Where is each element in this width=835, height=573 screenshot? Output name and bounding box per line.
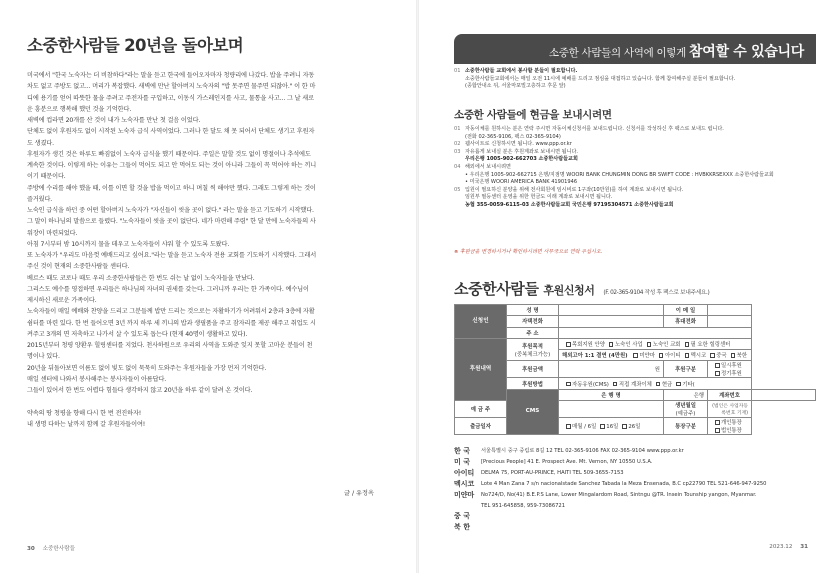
account-type-checkbox[interactable] <box>715 420 720 425</box>
contact-row <box>454 479 816 490</box>
form-title-main: 소중한사람들 <box>454 280 539 298</box>
purpose-checkbox[interactable] <box>566 342 571 347</box>
paragraph-line: 그들이 있어서 한 번도 어렵다 힘들다 생각하지 않고 20년을 하루 같이 달려 온 것이다. <box>27 387 253 394</box>
won-unit: 원 <box>654 367 660 374</box>
purpose-option-label: 노숙인 교회 <box>652 342 681 349</box>
type-label: 통장구분 <box>664 418 708 435</box>
paragraph-line: 차도 없고 주방도 없고... 머리가 복잡했다. 새벽에 만난 할아버지 노숙자의 "밥 못주면 물주면 되잖아." 이 한 마 <box>27 83 316 91</box>
method-checkbox[interactable] <box>566 382 571 387</box>
paragraph-line: 매일 센터에 나와서 봉사해주는 봉사자들이 아름답다. <box>27 375 167 383</box>
item-number: 04 <box>454 163 461 170</box>
paragraph-line: 미국에서 "한국 노숙자는 더 비참하다"라는 말을 듣고 한국에 들어오자마자 청량리에 나갔다. 밥을 주려니 자동 <box>27 72 315 79</box>
paragraph-line: 제시하신 새로운 가족이다. <box>27 297 97 304</box>
paragraph-line: 쉼터를 마련 있다. 한 번 들어오면 3년 까지 하루 세 끼니의 밥과 생필품을 주고 잠자리를 제공 해주고 취업도 시 <box>27 319 316 327</box>
overseas-checkbox[interactable] <box>710 353 715 358</box>
contact-info: Lote 4 Man Zana 7 s/n nacionalstade Sanchez Tabada la Meza Ensenada, B.C cp22790 TEL 521-646-947-9250 <box>481 480 767 487</box>
contact-row <box>454 446 816 457</box>
paragraph-line: 새벽에 컵라면 20개를 산 것이 내가 노숙자를 만난 첫 걸음 이었다. <box>27 117 201 124</box>
contact-row <box>454 490 816 501</box>
paragraph-line: 주방에 수리를 해야 했을 때, 이틀 이면 할 것을 밥을 먹이고 하니 며칠 씩 해야만 했다. 그래도 그렇게 하는 것이 <box>27 184 316 192</box>
item-number: 02 <box>454 141 461 148</box>
overseas-checkbox[interactable] <box>633 353 638 358</box>
paragraph-line: 운 흥분으로 행복해 했던 것을 기억한다. <box>27 105 132 113</box>
mobile-field[interactable] <box>708 316 752 327</box>
contact-country: 멕시코 <box>454 479 475 488</box>
account-field[interactable] <box>752 389 816 400</box>
form-fax-note: (F. 02-365-9104 작성 후 팩스로 보내주세요.) <box>603 290 710 296</box>
overseas-checkbox[interactable] <box>685 353 690 358</box>
account-type-checkbox[interactable] <box>715 428 720 433</box>
article-body <box>27 70 392 430</box>
contact-list <box>454 446 816 533</box>
bank-field[interactable] <box>664 389 708 400</box>
withdraw-option-label: 26일 <box>628 424 641 431</box>
purpose-options <box>559 338 752 349</box>
item-number: 05 <box>454 186 461 193</box>
contact-country: 미얀마 <box>454 490 475 499</box>
birth-field[interactable]: (법인은 사업자등록번호 기재) <box>708 401 752 418</box>
contact-info: DELMA 75, PORT-AU-PRINCE, HAITI TEL 509-3655-7153 <box>481 469 624 476</box>
volunteer-location: (종합안내소 뒤, 서울마포빌고층하고 후문 앞) <box>465 83 566 90</box>
method-label: 후원방법 <box>507 378 559 389</box>
purpose-label <box>507 338 559 361</box>
phone-label: 자택전화 <box>507 316 559 327</box>
footer-date: 2023.12 <box>769 544 793 550</box>
contact-info: TEL 951-645858, 959-73086721 <box>481 502 566 509</box>
banner-prefix: 소중한 사람들의 사역에 이렇게 <box>548 47 686 59</box>
right-page <box>418 0 835 573</box>
purpose-checkbox[interactable] <box>647 342 652 347</box>
kind-checkbox[interactable] <box>715 363 720 368</box>
form-title <box>454 278 709 299</box>
donate-item-text: 입원이 필요하신 분양을 위해 전사회원에 임시비로 1구좌(10만원)를 하여 계좌로 보내시면 됩니다. <box>465 186 684 193</box>
contact-country <box>454 501 481 512</box>
contact-country: 미 국 <box>454 457 470 466</box>
withdraw-checkbox[interactable] <box>622 424 627 429</box>
name-field[interactable] <box>559 305 664 316</box>
purpose-note: (중복체크가능) <box>514 351 551 358</box>
donate-note-wrap <box>454 249 814 257</box>
purpose-option-label: 필 요한 힐링센터 <box>690 342 731 349</box>
method-checkbox[interactable] <box>613 382 618 387</box>
kind-options <box>708 361 752 378</box>
email-label: 이 메 일 <box>664 305 708 316</box>
donate-item <box>454 187 814 202</box>
method-option-label: 현금 <box>661 381 673 388</box>
donate-item-text: 해외에서 보내시려면 <box>465 163 511 170</box>
overseas-checkbox[interactable] <box>731 353 736 358</box>
donate-item <box>454 126 814 141</box>
purpose-checkbox[interactable] <box>609 342 614 347</box>
contact-info <box>481 522 816 533</box>
paragraph-line: 워장이 마련되었다. <box>27 229 78 237</box>
overseas-option-label: 중국 <box>716 353 727 360</box>
left-footer <box>27 544 75 552</box>
paragraph-line: 주신 것이 현재의 소중한사람들 센터다. <box>27 263 130 271</box>
donate-item-text: 웹사이트로 신청하시면 됩니다. www.ppp.or.kr <box>465 141 572 148</box>
paragraph-line: 단체도 없이 후원자도 없이 시작된 노숙자 급식 사역이었다. 그러나 한 달도 채 못 되어서 단체도 생기고 후원자 <box>27 128 315 136</box>
contact-row <box>454 511 816 522</box>
holder-label: 예 금 주 <box>455 401 507 418</box>
type-options <box>708 418 752 435</box>
donate-item <box>454 202 814 210</box>
method-option-label: 기타( <box>682 381 695 388</box>
birth-label-text: 생년월일 <box>675 403 696 410</box>
contact-info: No724/D, No(41) B.E.P.S Lane, Lower Mingalardom Road, Sintngu @TR. Insein Tounship yangon, Myanmar. <box>481 491 757 498</box>
overseas-option-label: 북한 <box>736 353 748 360</box>
paragraph-line: 그 말이 하나님의 말씀으로 들렸다. "노숙자들이 씻을 곳이 없단다. 네가 마련해 주렴" 한 달 만에 노숙자들의 사 <box>27 218 316 226</box>
address-label: 주 소 <box>507 327 559 338</box>
form-section-donation: 후원내역 <box>455 338 507 400</box>
donate-item <box>454 141 814 149</box>
paragraph-line: 즐거웠다. <box>27 195 53 203</box>
paragraph-line: 이기 때문이다. <box>27 173 66 181</box>
donate-item-sub: 우리은행 1005-902-662703 소중한사람들교회 <box>465 156 578 163</box>
purpose-option-label: 목회지원 안양 <box>572 342 605 349</box>
donation-form <box>454 304 816 435</box>
author-signature: 글 / 유정옥 <box>344 490 374 497</box>
paragraph-line: 도 생겼다. <box>27 139 54 147</box>
method-checkbox[interactable] <box>656 382 661 387</box>
amount-label: 후원금액 <box>507 361 559 378</box>
kind-label: 후원구분 <box>664 361 708 378</box>
purpose-option-label: 노숙인 사업 <box>614 342 643 349</box>
withdraw-option-label: 16일 <box>606 424 619 431</box>
participation-banner <box>454 34 816 64</box>
withdraw-checkbox[interactable] <box>566 424 571 429</box>
paragraph-line: 아침 7시부터 밤 10시까지 물을 데우고 노숙자들이 샤워 할 수 있도록 도왔다. <box>27 240 230 248</box>
donate-item-sub: • 우리은행 1005-902-662715 은행/지점명 WOORI BANK CHUNGMIN DONG BR SWIFT CODE : HVBKKRSEXXX 소중한사람들교회 <box>465 171 774 178</box>
volunteer-section <box>454 68 814 91</box>
donate-note: ※ 후원금을 변경하시거나 확인하시려면 사무국으로 연락 주십시오. <box>454 249 603 255</box>
account-label: 계좌번호 <box>708 389 752 400</box>
item-number: 01 <box>454 68 461 74</box>
withdraw-option-label: 매월 / 6일 <box>572 424 597 431</box>
left-page <box>0 0 417 573</box>
paragraph-line: 그리스도 예수를 영접하면 우리들은 하나님의 자녀의 권세를 갖는다. 그러니까 우리는 한 가족이다. 예수님이 <box>27 285 309 293</box>
address-field[interactable] <box>559 327 752 338</box>
item-number: 01 <box>454 126 461 132</box>
contact-row <box>454 501 816 512</box>
withdraw-options <box>559 418 664 435</box>
paragraph-line: 약속의 땅 청평을 향해 다시 한 번 전진하자! <box>27 409 142 417</box>
page-number: 30 <box>27 546 35 552</box>
birth-label <box>664 401 708 418</box>
item-number <box>454 202 465 210</box>
donate-item-sub: (전화 02-365-9106, 팩스 02-365-9104) <box>465 133 561 140</box>
contact-row <box>454 457 816 468</box>
article-title: 소중한사람들 20년을 돌아보며 <box>27 36 244 55</box>
paragraph-line: 또 노숙자가 "우리도 마음껏 예배드리고 싶어요."라는 말을 듣고 노숙자 전용 교회를 기도하기 시작했다. 그래서 <box>27 252 317 259</box>
paragraph-line: 계속한 것이다. 이렇게 하는 이유는 그들이 먹어도 되고 안 먹어도 되는 것이 아니라 그들이 꼭 먹어야 하는 끼니 <box>27 162 317 169</box>
paragraph-line: 베르스 때도 코로나 때도 우리 소중한사람들은 한 번도 쉬는 날 없이 노숙자들을 만났다. <box>27 274 255 282</box>
holder-field[interactable] <box>559 401 664 418</box>
paragraph-line <box>27 396 392 407</box>
contact-info: [Precious People] 41 E. Prospect Ave. Mt. Vernon, NY 10550 U.S.A. <box>481 458 653 465</box>
paragraph-line: 디에 용기를 얻어 따뜻한 물을 주려고 주전자를 구입하고, 이동식 가스레인지를 사고, 물통을 사고... 그 날 새로 <box>27 94 314 102</box>
donate-heading: 소중한 사람들에 현금을 보내시려면 <box>454 109 612 121</box>
bank-label: 은 행 명 <box>559 389 664 400</box>
banner-emphasis: 참여할 수 있습니다 <box>689 44 804 60</box>
amount-field[interactable] <box>559 361 664 378</box>
method-checkbox[interactable] <box>676 382 681 387</box>
volunteer-heading: 소중한사람들 교회에서 봉사할 분들이 필요합니다. <box>465 68 578 74</box>
contact-row <box>454 468 816 479</box>
donate-item-sub: • 미국은행 WOORI AMERICA BANK 41901946 <box>465 179 578 186</box>
paragraph-line: 2015년부터 청평 양환우 힐링센터를 지었다. 천사하원으로 우리의 사역을 도와준 잊지 못할 고마운 분들이 천 <box>27 342 313 349</box>
form-title-sub: 후원신청서 <box>543 284 595 297</box>
donate-item <box>454 149 814 164</box>
overseas-options <box>559 350 752 361</box>
contact-country: 한 국 <box>454 447 470 455</box>
method-option-label: 직접 계좌이체 <box>618 381 652 388</box>
kind-option-label: 정기후원 <box>721 371 742 378</box>
item-number <box>454 179 465 187</box>
footer-label: 소중한사람들 <box>42 546 75 552</box>
donate-item-sub: 임원부 필등센터 운영을 위한 헌금도 이래 계좌로 보내시면 됩니다. <box>465 194 613 201</box>
bank-suffix: 은행 <box>693 392 704 399</box>
overseas-option-label: 미얀마 <box>639 353 655 360</box>
contact-country: 북 한 <box>454 523 470 532</box>
paragraph-line: 노숙자들이 매일 예배와 찬양을 드리고 그분들께 밥만 드리는 것으로는 자활하기가 어려워서 2층과 3층에 자활 <box>27 308 315 316</box>
name-label: 성 명 <box>507 305 559 316</box>
account-type-option-label: 개인통장 <box>721 420 742 427</box>
paragraph-line: 켜주고 3개의 면 저축하고 나가서 살 수 있도록 돕는다 (현재 40명이 생활하고 있다). <box>27 330 248 338</box>
birth-note: (예금주) <box>675 411 696 418</box>
method-options <box>559 378 752 389</box>
paragraph-line: 20년을 뒤돌아보면 이름도 없이 빛도 없이 묵묵히 도와주는 후원자들을 가장 먼저 기억한다. <box>27 364 267 372</box>
overseas-option-label: 아이티 <box>664 353 681 360</box>
donate-item-text: 자유롭게 보내실 분은 후원계좌로 보내시면 됩니다. <box>465 148 579 155</box>
paragraph-line: 명이나 있다. <box>27 353 60 361</box>
donate-item-text: 자동이체를 원하시는 분은 연락 주시면 자동이체신청서를 보내드립니다. 신청서를 작성하신 후 팩스로 보내드 립니다. <box>465 126 724 132</box>
item-number: 03 <box>454 148 461 155</box>
donate-item <box>454 164 814 179</box>
one-to-one-label: 해외고아 1:1 결연 (4만원) <box>562 353 628 360</box>
contact-country: 아이티 <box>454 468 475 477</box>
overseas-option-label: 멕시코 <box>690 353 707 360</box>
email-field[interactable] <box>708 305 752 316</box>
page-number: 31 <box>800 544 808 550</box>
form-section-cms: CMS <box>507 389 559 434</box>
contact-info: 서울특별시 중구 중림로 8길 12 TEL 02-365-9106 FAX 02-365-9104 www.ppp.or.kr <box>481 448 684 454</box>
purpose-label-text: 후원목적 <box>522 343 543 350</box>
overseas-checkbox[interactable] <box>659 353 664 358</box>
contact-row <box>454 522 816 533</box>
withdraw-label: 출금일자 <box>455 418 507 435</box>
method-option-label: 자동유원(CMS) <box>572 381 609 388</box>
kind-option-label: 일시후원 <box>721 363 742 370</box>
donate-list <box>454 126 814 210</box>
contact-country: 중 국 <box>454 512 470 521</box>
purpose-checkbox[interactable] <box>685 342 690 347</box>
paragraph-line: 내 생명 다하는 날까지 함께 갈 후원자들이여! <box>27 420 146 428</box>
right-footer <box>769 544 808 550</box>
form-section-applicant: 신청인 <box>455 305 507 339</box>
phone-field[interactable] <box>559 316 664 327</box>
kind-checkbox[interactable] <box>715 371 720 376</box>
donate-item <box>454 179 814 187</box>
paragraph-line: 후원자가 생긴 것은 하루도 빠짐없이 노숙자 급식을 했기 때문이다. 주일은 말할 것도 없이 명절이나 추석에도 <box>27 150 311 158</box>
volunteer-text: 소중한사람들교회에서는 매일 오전 11시에 예배를 드리고 점심을 대접하고 있습니다. 함께 참여해주실 분들이 필요합니다. <box>465 75 736 82</box>
paragraph-line: 노숙인 급식을 하던 중 어떤 할아버지 노숙자가 "자신들이 씻을 곳이 없다." 라는 말을 듣고 기도하기 시작했다. <box>27 207 314 214</box>
mobile-label: 휴대전화 <box>664 316 708 327</box>
withdraw-checkbox[interactable] <box>600 424 605 429</box>
contact-info <box>481 511 816 522</box>
donate-item-sub: 농협 355-0059-6115-03 소중한사람들교회 국민은행 97195304571 소중한사람들교회 <box>465 201 674 208</box>
account-type-option-label: 법인통장 <box>721 428 742 435</box>
